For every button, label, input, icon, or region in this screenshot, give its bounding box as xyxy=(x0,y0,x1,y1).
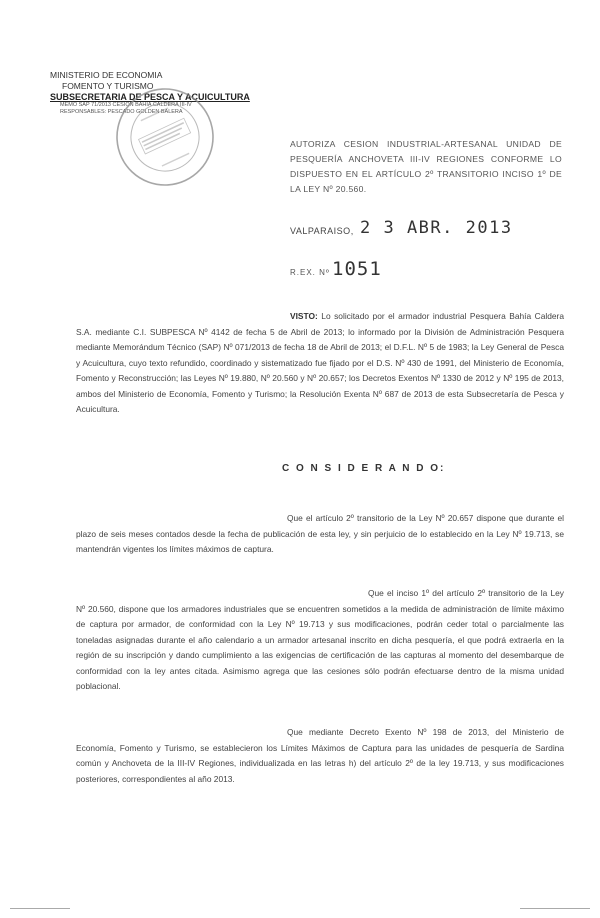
date-stamp: 2 3 ABR. 2013 xyxy=(360,218,513,238)
footer-rule-left xyxy=(10,908,70,909)
letterhead-subsecretaria: SUBSECRETARIA DE PESCA Y ACUICULTURA xyxy=(50,92,250,102)
visto-text: Lo solicitado por el armador industrial Pesquera Bahía Caldera S.A. mediante C.I. SUBPESCA Nº 4142 de fecha 5 de Abril de 2013; lo informado por la División de Administración Pesquera mediante Memorándum Técnico (SAP) Nº 071/2013 de fecha 18 de Abril de 2013; el D.F.L. Nº 5 de 1983; la Ley General de Pesca y Acuicultura, cuyo texto refundido, coordinado y sistematizado fue fijado por el D.S. Nº 430 de 1991, del Ministerio de Economía, Fomento y Reconstrucción; las Leyes Nº 19.880, Nº 20.560 y Nº 20.657; los Decretos Exentos Nº 1330 de 2012 y Nº 195 de 2013, ambos del Ministerio de Economía, Fomento y Turismo; la Resolución Exenta Nº 687 de 2013 de esta Subsecretaría de Pesca y Acuicultura. xyxy=(76,311,564,414)
letterhead-responsables: RESPONSABLES: PESCADO GOLDEN BALERA xyxy=(60,109,183,115)
letterhead-ministry-sub: FOMENTO Y TURISMO xyxy=(62,81,154,91)
letterhead-reference: MEMO SAP 71/2013 CESION BAHIA CALDERA III-IV xyxy=(60,102,192,108)
document-subject: AUTORIZA CESION INDUSTRIAL-ARTESANAL UNIDAD DE PESQUERÍA ANCHOVETA III-IV REGIONES CONFORME LO DISPUESTO EN EL ARTÍCULO 2º TRANSITORIO INCISO 1º DE LA LEY Nº 20.560. xyxy=(290,139,562,194)
resolution-number: 1051 xyxy=(332,258,382,280)
visto-paragraph xyxy=(76,309,564,418)
resolution-number-label: R.EX. Nº xyxy=(290,268,330,277)
considerando-paragraph-1: Que el artículo 2º transitorio de la Ley Nº 20.657 dispone que durante el plazo de seis meses contados desde la fecha de publicación de esta ley, y sin perjuicio de lo establecido en la Ley Nº 19.713, se mantendrán vigentes los límites máximos de captura. xyxy=(76,513,564,554)
considerando-heading: C O N S I D E R A N D O: xyxy=(282,463,446,474)
visto-lead: VISTO: xyxy=(290,311,318,321)
resolution-number-row xyxy=(290,258,490,282)
considerando-paragraph-2: Que el inciso 1º del artículo 2º transitorio de la Ley Nº 20.560, dispone que los armadores industriales que se encuentren sometidos a la medida de administración de límite máximo de captura por armador, de conformidad con la Ley Nº 19.713 y sus modificaciones, podrán ceder total o parcialmente las toneladas asignadas durante el año calendario a un armador artesanal inscrito en dicha pesquería, el que podrá extraerla en la región de su inscripción y dando cumplimiento a las exigencias de certificación de las capturas al momento del desembarque de conformidad con la ley antes citada. Asimismo agrega que las cesiones sólo podrán efectuarse dentro de la misma unidad poblacional. xyxy=(76,588,564,691)
date-place: VALPARAISO, xyxy=(290,226,354,236)
letterhead-ministry: MINISTERIO DE ECONOMIA xyxy=(50,70,163,80)
considerando-paragraph-3: Que mediante Decreto Exento Nº 198 de 2013, del Ministerio de Economía, Fomento y Turismo, se establecieron los Límites Máximos de Captura para las unidades de pesquería de Sardina común y Anchoveta de la III-IV Regiones, individualizada en las letras h) del artículo 2º de la ley 19.713, y sus modificaciones posteriores, correspondientes al año 2013. xyxy=(76,727,564,784)
footer-rule-right xyxy=(520,908,590,909)
official-stamp-icon xyxy=(110,82,220,192)
date-row xyxy=(290,218,570,240)
